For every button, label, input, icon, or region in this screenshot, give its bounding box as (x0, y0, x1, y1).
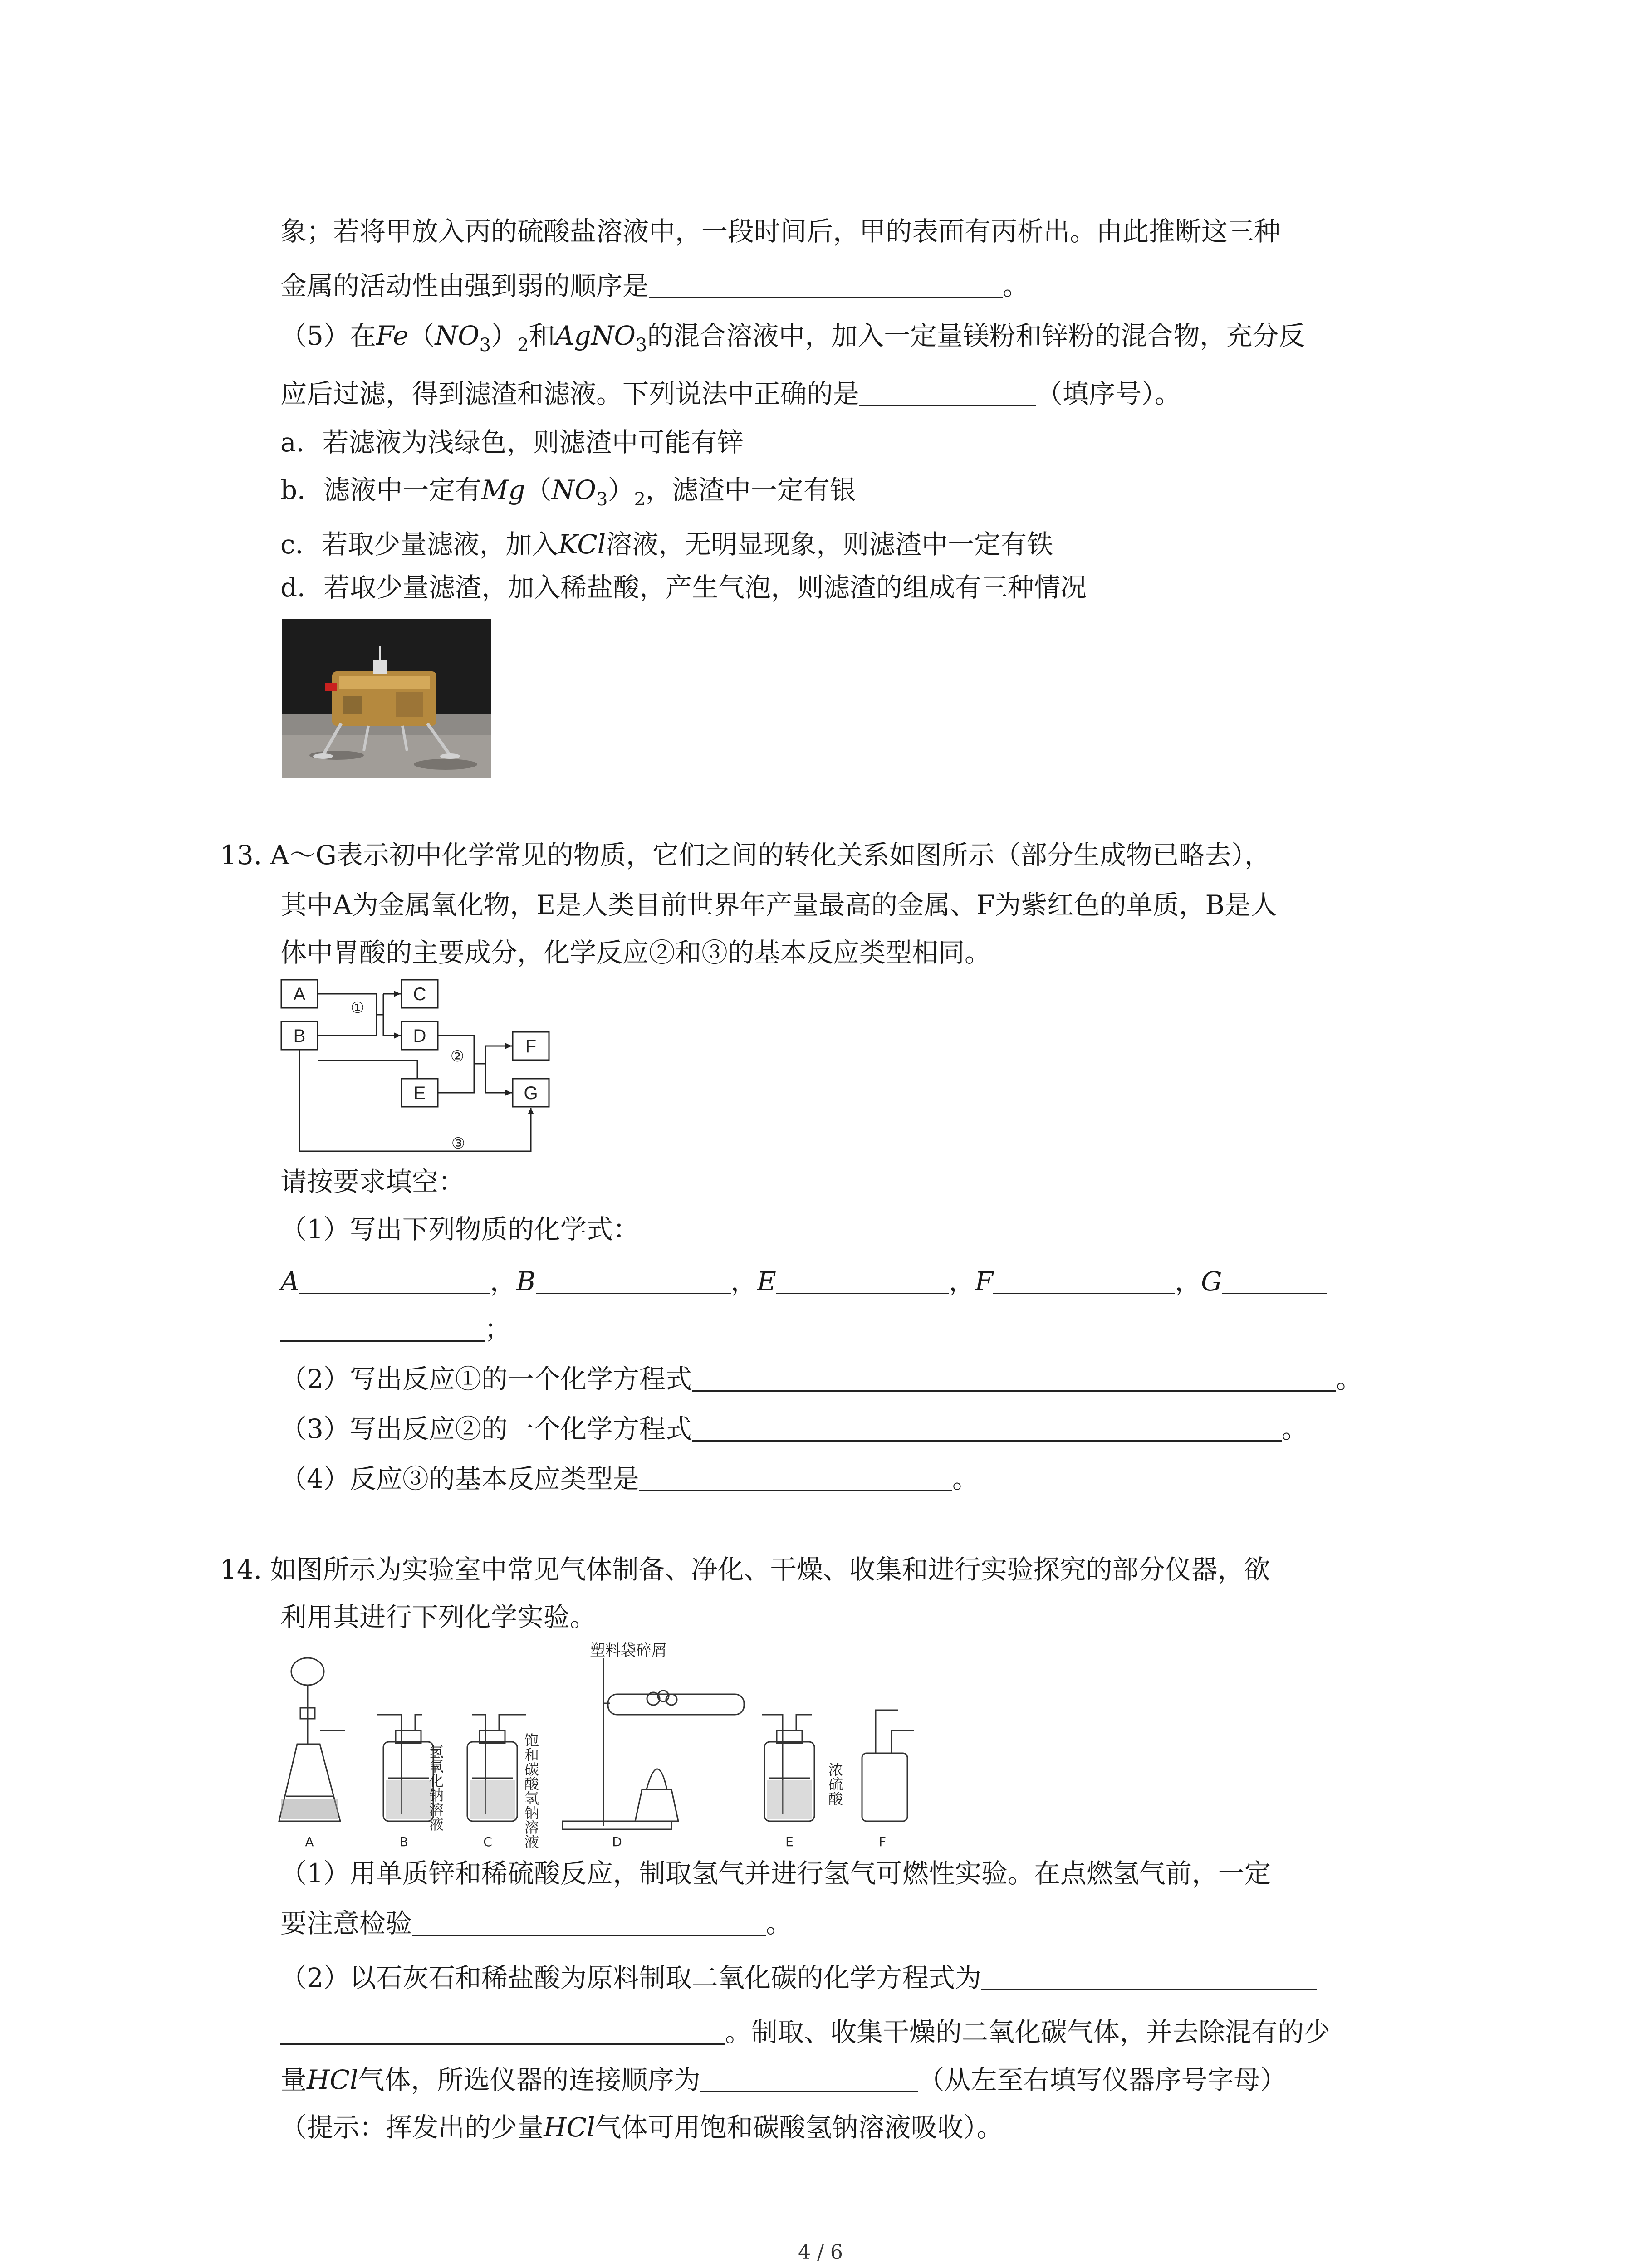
q13-sub1: （1）写出下列物质的化学式： (280, 1214, 639, 1245)
lab-apparatus-figure (272, 1640, 916, 1867)
q14-hint-b: 气体可用饱和碳酸氢钠溶液吸收）。 (595, 2112, 1003, 2143)
q13-sub4-blank[interactable] (639, 1462, 952, 1491)
q12-option-d: d．若取少量滤渣，加入稀盐酸，产生气泡，则滤渣的组成有三种情况 (280, 572, 1087, 603)
apparatus-letter-e: E (785, 1834, 794, 1849)
apparatus-letter-a: A (305, 1834, 314, 1849)
q12-part5-line1: （5）在$Fe(NO_3)_2$和AgNO$_3$的混合溶液中，加入一定量镁粉和锌粉的混合物，充分反 (280, 320, 1305, 356)
q13-prompt: 请按要求填空： (280, 1166, 465, 1197)
q13-stem-line3: 体中胃酸的主要成分，化学反应②和③的基本反应类型相同。 (280, 937, 991, 968)
period: 。 (1336, 1364, 1362, 1394)
q12-option-b-rest: ，滤渣中一定有银 (645, 474, 856, 505)
sep: ， (730, 1266, 757, 1297)
label-d: D (413, 1026, 426, 1046)
period: 。 (952, 1463, 979, 1494)
label-e: E (413, 1083, 426, 1103)
apparatus-letter-b: B (399, 1834, 408, 1849)
formula-mg: Mg (481, 474, 525, 505)
q12-option-c-text: c．若取少量滤液，加入 (280, 529, 558, 560)
q13-sub4-text: （4）反应③的基本反应类型是 (280, 1463, 639, 1494)
blank-g[interactable] (1222, 1265, 1327, 1294)
reaction-1-label: ① (350, 999, 365, 1017)
q13-sub4 (280, 1461, 979, 1497)
reaction-3-label: ③ (451, 1135, 465, 1152)
q14-sub2-line3-c: （从左至右填写仪器序号字母） (918, 2064, 1287, 2095)
blank-a[interactable] (299, 1265, 490, 1294)
q14-sub2-line1 (280, 1960, 1317, 1996)
apparatus-letter-f: F (878, 1834, 887, 1849)
q12-part5-prefix: （5）在 (280, 320, 376, 351)
q14-sub2-line3-a: 量 (280, 2064, 307, 2095)
formula-kcl: KCl (558, 529, 606, 560)
q12-line2-text: 金属的活动性由强到弱的顺序是 (280, 270, 649, 301)
sep: ， (490, 1266, 516, 1297)
blank-g-cont[interactable] (280, 1312, 485, 1342)
q14-sub2-blank-2[interactable] (280, 2015, 725, 2045)
bottle-f (862, 1753, 907, 1821)
period: 。 (1281, 1413, 1308, 1444)
lunar-lander-photo (282, 619, 491, 778)
q12-answer-blank[interactable] (649, 269, 1003, 298)
label-g: G (524, 1083, 538, 1103)
q14-stem-line1: 14. 如图所示为实验室中常见气体制备、净化、干燥、收集和进行实验探究的部分仪器，欲 (220, 1554, 1270, 1585)
label-b: B (293, 1026, 306, 1046)
q12-part5-line2 (280, 376, 1181, 412)
q14-sub2-line2 (280, 2014, 1330, 2050)
blank-e[interactable] (776, 1265, 949, 1294)
q14-hint-a: （提示：挥发出的少量 (280, 2112, 544, 2143)
q14-sub1-blank[interactable] (412, 1906, 766, 1936)
q12-part5-line2-text: 应后过滤，得到滤渣和滤液。下列说法中正确的是 (280, 378, 860, 409)
blank-label-b: B (516, 1266, 536, 1297)
label-c: C (413, 984, 426, 1004)
sep: ， (948, 1266, 975, 1297)
q13-formula-blanks (280, 1263, 1327, 1300)
q12-line2-end: 。 (1003, 270, 1029, 301)
semicolon: ； (485, 1314, 511, 1344)
q14-sub2-line2-text: 。制取、收集干燥的二氧化碳气体，并去除混有的少 (725, 2017, 1331, 2048)
q13-sub2 (280, 1361, 1362, 1397)
q14-stem-line2: 利用其进行下列化学实验。 (280, 1602, 597, 1633)
page-number: 4 / 6 (798, 2241, 843, 2264)
label-a: A (293, 984, 306, 1004)
label-conc-h2so4: 浓硫酸 (826, 1762, 843, 1806)
alcohol-lamp (635, 1789, 678, 1821)
blank-label-g: G (1201, 1266, 1222, 1297)
formula-hcl: HCl (544, 2112, 595, 2143)
blank-label-a: A (280, 1266, 299, 1297)
q12-line1: 象；若将甲放入丙的硫酸盐溶液中，一段时间后，甲的表面有丙析出。由此推断这三种 (280, 216, 1281, 247)
formula-fe: Fe (376, 320, 409, 351)
q13-stem-line1: 13. A～G表示初中化学常见的物质，它们之间的转化关系如图所示（部分生成物已略去）， (220, 840, 1271, 870)
label-plastic-bag: 塑料袋碎屑 (590, 1642, 667, 1660)
q13-sub3-blank[interactable] (692, 1412, 1282, 1442)
formula-agno3: AgNO (555, 320, 636, 351)
period: 。 (766, 1908, 793, 1939)
q14-sub1-line2-text: 要注意检验 (280, 1908, 412, 1939)
q12-part5-rest: 的混合溶液中，加入一定量镁粉和锌粉的混合物，充分反 (647, 320, 1305, 351)
q13-g-blank-line (280, 1311, 511, 1347)
q12-part5-blank[interactable] (859, 377, 1036, 406)
q14-sub1-line1: （1）用单质锌和稀硫酸反应，制取氢气并进行氢气可燃性实验。在点燃氢气前，一定 (280, 1858, 1271, 1889)
blank-f[interactable] (993, 1265, 1175, 1294)
q12-and: 和 (529, 320, 555, 351)
q14-sub2-blank-1[interactable] (981, 1961, 1317, 1990)
blank-b[interactable] (536, 1265, 731, 1294)
sep: ， (1175, 1266, 1201, 1297)
q12-option-b: b．滤液中一定有$Mg(NO_3)_2$，滤渣中一定有银 (280, 474, 856, 510)
q14-sub2-line4 (280, 2109, 1003, 2146)
label-naoh-solution: 氢氧化钠溶液 (427, 1744, 444, 1831)
reaction-flow-diagram (272, 971, 585, 1161)
formula-hcl: HCl (307, 2064, 358, 2095)
q12-option-b-text: b．滤液中一定有 (280, 474, 482, 505)
q14-sub2-line3 (280, 2062, 1287, 2098)
q13-sub3-text: （3）写出反应②的一个化学方程式 (280, 1413, 692, 1444)
q12-option-a: a．若滤液为浅绿色，则滤渣中可能有锌 (280, 427, 744, 458)
q14-order-blank[interactable] (700, 2063, 918, 2092)
funnel-bulb (291, 1658, 324, 1685)
label-nahco3-solution: 饱和碳酸氢钠溶液 (522, 1733, 539, 1849)
q12-option-c (280, 526, 1053, 562)
apparatus-letter-c: C (483, 1834, 492, 1849)
label-f: F (525, 1036, 537, 1056)
q13-sub2-text: （2）写出反应①的一个化学方程式 (280, 1364, 692, 1394)
q12-part5-line2-end: （填序号）。 (1036, 378, 1181, 409)
q13-sub2-blank[interactable] (692, 1362, 1336, 1392)
q12-option-c-rest: 溶液，无明显现象，则滤渣中一定有铁 (606, 529, 1053, 560)
q14-sub2-line3-b: 气体，所选仪器的连接顺序为 (358, 2064, 700, 2095)
q14-sub2-line1-text: （2）以石灰石和稀盐酸为原料制取二氧化碳的化学方程式为 (280, 1962, 981, 1993)
q13-stem-line2: 其中A为金属氧化物，E是人类目前世界年产量最高的金属、F为紫红色的单质，B是人 (280, 890, 1278, 920)
blank-label-f: F (975, 1266, 994, 1297)
q14-sub1-line2 (280, 1905, 792, 1941)
blank-label-e: E (757, 1266, 776, 1297)
apparatus-letter-d: D (612, 1834, 622, 1849)
q12-line2 (280, 268, 1029, 304)
reaction-2-label: ② (450, 1048, 465, 1065)
q13-sub3 (280, 1411, 1308, 1447)
